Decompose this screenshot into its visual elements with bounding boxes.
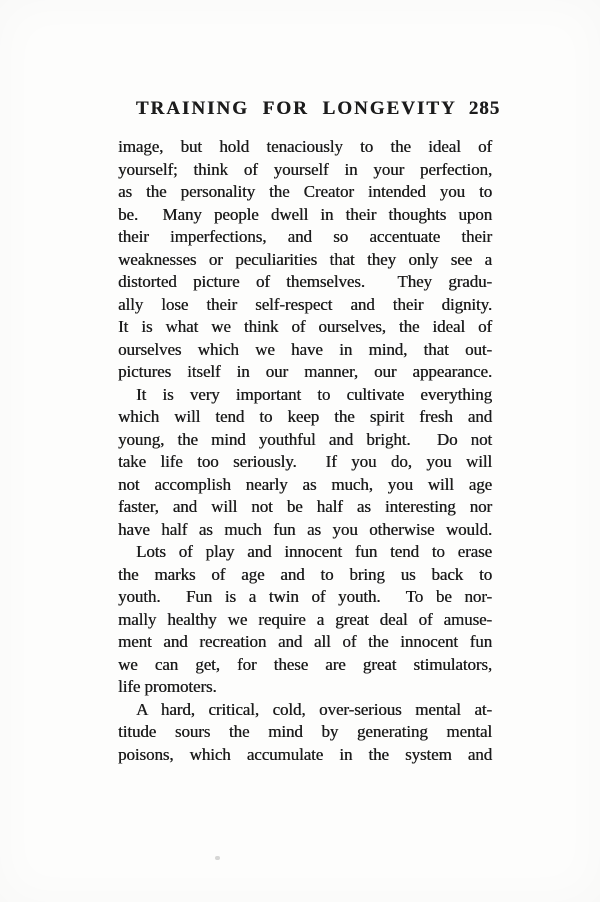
text-line: Lots of play and innocent fun tend to erase: [136, 542, 492, 561]
text-line: It is very important to cultivate everything: [136, 384, 492, 404]
text-line: which will tend to keep the spirit fresh and: [118, 407, 492, 426]
text-line: faster, and will not be half as interesting nor: [118, 497, 492, 516]
running-head: TRAINING FOR LONGEVITY: [135, 98, 457, 119]
text-line: young, the mind youthful and bright. Do not: [118, 429, 492, 449]
text-line: ally lose their self-respect and their dignity.: [118, 294, 492, 314]
text-line: ment and recreation and all of the innocent fun: [118, 632, 492, 651]
text-line: take life too seriously. If you do, you will: [118, 452, 492, 471]
text-line: pictures itself in our manner, our appearance.: [118, 362, 492, 381]
body-text: [118, 136, 492, 766]
page-number: 285: [468, 98, 501, 119]
page-header: [132, 98, 504, 120]
text-line: as the personality the Creator intended you to: [118, 182, 492, 201]
text-line: the marks of age and to bring us back to: [118, 564, 492, 584]
text-line: have half as much fun as you otherwise would.: [118, 519, 492, 539]
text-line: image, but hold tenaciously to the ideal of: [118, 137, 492, 156]
text-line: we can get, for these are great stimulators,: [118, 654, 492, 674]
text-line: ourselves which we have in mind, that out-: [118, 339, 492, 359]
text-line: A hard, critical, cold, over-serious mental at-: [136, 699, 492, 719]
text-line: distorted picture of themselves. They gradu-: [118, 272, 492, 291]
text-line: mally healthy we require a great deal of amuse-: [118, 609, 492, 629]
text-line: not accomplish nearly as much, you will age: [118, 474, 492, 494]
scan-speckle-artifact: [215, 856, 220, 860]
text-line: be. Many people dwell in their thoughts upon: [118, 204, 492, 224]
text-line: weaknesses or peculiarities that they only see a: [118, 249, 492, 269]
text-line: It is what we think of ourselves, the ideal of: [118, 317, 492, 336]
text-line: titude sours the mind by generating mental: [118, 722, 492, 741]
text-line: youth. Fun is a twin of youth. To be nor-: [118, 587, 492, 606]
text-line: their imperfections, and so accentuate their: [118, 227, 492, 246]
text-line: life promoters.: [118, 677, 217, 696]
text-line: yourself; think of yourself in your perfection,: [118, 159, 492, 179]
text-line: poisons, which accumulate in the system and: [118, 744, 492, 764]
